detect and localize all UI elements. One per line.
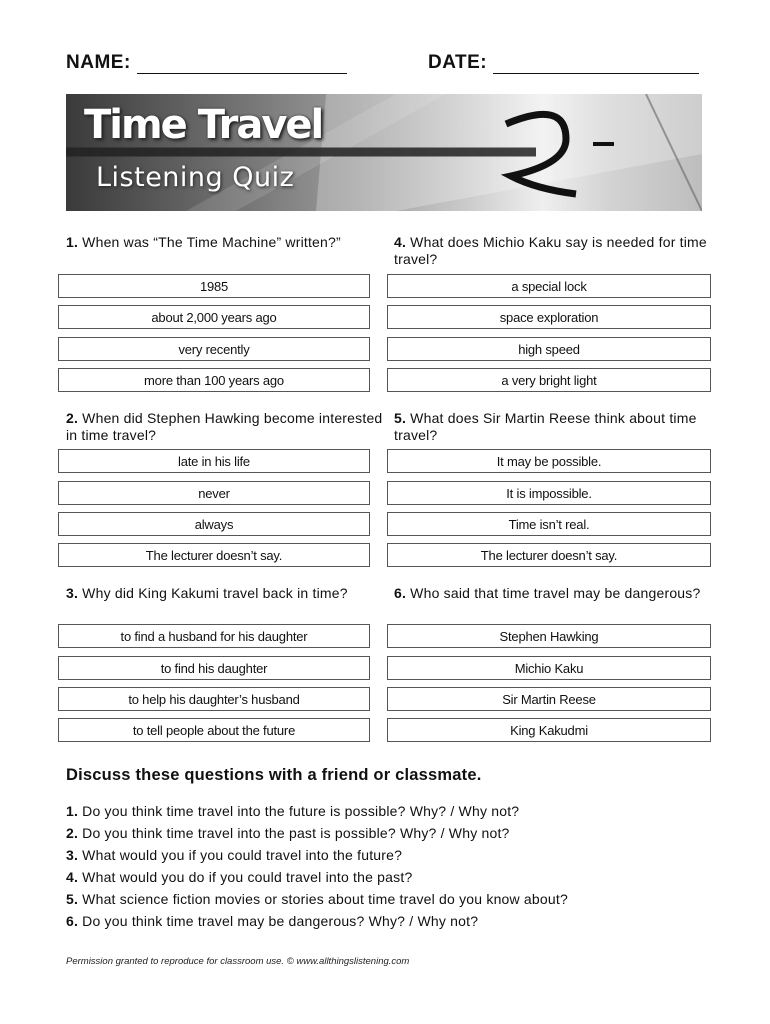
question-text: What does Michio Kaku say is needed for time travel?	[394, 234, 707, 267]
discussion-number: 4.	[66, 869, 79, 885]
answer-option[interactable]: It may be possible.	[387, 449, 711, 473]
answer-option[interactable]: to help his daughter’s husband	[58, 687, 370, 711]
answer-option[interactable]: to find his daughter	[58, 656, 370, 680]
name-date-row	[66, 52, 706, 78]
answer-option[interactable]: always	[58, 512, 370, 536]
question-number: 4.	[394, 234, 407, 250]
title-banner	[66, 94, 702, 211]
discussion-text: What would you do if you could travel into the past?	[82, 869, 413, 885]
name-label: NAME:	[66, 52, 131, 73]
discussion-text: Do you think time travel into the past is possible? Why? / Why not?	[82, 825, 510, 841]
name-field[interactable]	[66, 52, 347, 74]
question-text: When was “The Time Machine” written?”	[82, 234, 341, 250]
answer-option[interactable]: very recently	[58, 337, 370, 361]
discussion-item	[66, 822, 568, 844]
name-blank-line[interactable]	[137, 55, 347, 74]
discussion-item	[66, 888, 568, 910]
answer-option[interactable]: It is impossible.	[387, 481, 711, 505]
answer-option[interactable]: King Kakudmi	[387, 718, 711, 742]
answer-option[interactable]: a special lock	[387, 274, 711, 298]
question-3	[66, 585, 384, 602]
question-2	[66, 410, 384, 444]
date-label: DATE:	[428, 52, 488, 73]
discussion-text: Do you think time travel may be dangerous? Why? / Why not?	[82, 913, 479, 929]
answer-option[interactable]: late in his life	[58, 449, 370, 473]
answer-option[interactable]: Sir Martin Reese	[387, 687, 711, 711]
banner-title: Time Travel	[84, 102, 323, 148]
discussion-list	[66, 800, 568, 932]
discussion-text: What science fiction movies or stories about time travel do you know about?	[82, 891, 568, 907]
discussion-item	[66, 844, 568, 866]
answer-option[interactable]: more than 100 years ago	[58, 368, 370, 392]
discussion-number: 2.	[66, 825, 79, 841]
answer-option[interactable]: high speed	[387, 337, 711, 361]
question-text: When did Stephen Hawking become interested in time travel?	[66, 410, 383, 443]
question-text: What does Sir Martin Reese think about time travel?	[394, 410, 697, 443]
discussion-number: 5.	[66, 891, 79, 907]
discussion-item	[66, 910, 568, 932]
answer-option[interactable]: The lecturer doesn’t say.	[58, 543, 370, 567]
answer-option[interactable]: to tell people about the future	[58, 718, 370, 742]
answer-option[interactable]: Stephen Hawking	[387, 624, 711, 648]
answer-option[interactable]: never	[58, 481, 370, 505]
copyright-footer: Permission granted to reproduce for classroom use. © www.allthingslistening.com	[66, 956, 410, 967]
question-number: 6.	[394, 585, 407, 601]
date-blank-line[interactable]	[493, 55, 699, 74]
answer-option[interactable]: Time isn’t real.	[387, 512, 711, 536]
question-text: Who said that time travel may be dangerous?	[410, 585, 701, 601]
answer-option[interactable]: about 2,000 years ago	[58, 305, 370, 329]
discussion-item	[66, 800, 568, 822]
question-6	[394, 585, 712, 602]
discussion-number: 1.	[66, 803, 79, 819]
question-number: 1.	[66, 234, 79, 250]
discussion-text: What would you if you could travel into the future?	[82, 847, 403, 863]
question-number: 3.	[66, 585, 79, 601]
question-text: Why did King Kakumi travel back in time?	[82, 585, 348, 601]
discussion-number: 3.	[66, 847, 79, 863]
question-number: 2.	[66, 410, 79, 426]
discussion-heading: Discuss these questions with a friend or classmate.	[66, 766, 482, 784]
answer-option[interactable]: a very bright light	[387, 368, 711, 392]
discussion-item	[66, 866, 568, 888]
question-5	[394, 410, 712, 444]
answer-option[interactable]: Michio Kaku	[387, 656, 711, 680]
question-4	[394, 234, 712, 268]
answer-option[interactable]: 1985	[58, 274, 370, 298]
discussion-number: 6.	[66, 913, 79, 929]
answer-option[interactable]: The lecturer doesn’t say.	[387, 543, 711, 567]
answer-option[interactable]: space exploration	[387, 305, 711, 329]
question-1	[66, 234, 384, 251]
answer-option[interactable]: to find a husband for his daughter	[58, 624, 370, 648]
date-field[interactable]	[428, 52, 699, 74]
discussion-text: Do you think time travel into the future is possible? Why? / Why not?	[82, 803, 520, 819]
banner-subtitle: Listening Quiz	[96, 162, 295, 193]
question-number: 5.	[394, 410, 407, 426]
